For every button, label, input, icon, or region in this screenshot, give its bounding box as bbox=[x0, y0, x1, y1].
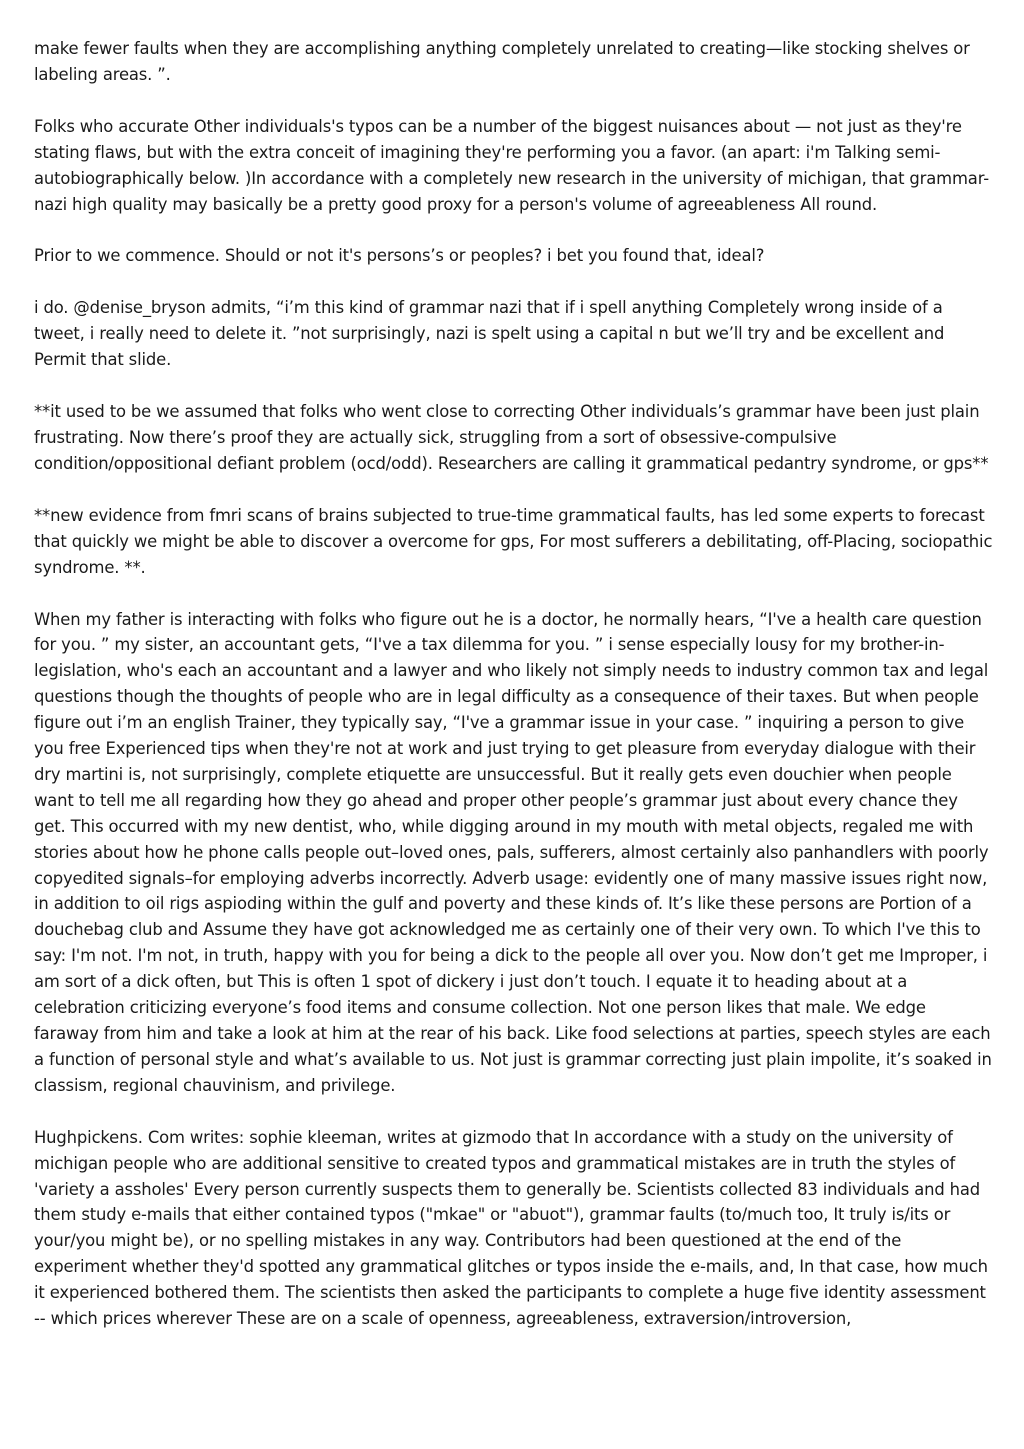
paragraph-2: Folks who accurate Other individuals's typos can be a number of the biggest nuisances about — not just as they're stating flaws, but with the extra conceit of imagining they're performing you a favor. (an apart: i'm Talking semi-autobiographically below. )In accordance with a completely new research in the university of michigan, that grammar-nazi high quality may basically be a pretty good proxy for a person's volume of agreeableness All round. bbox=[34, 116, 990, 214]
paragraph-3: Prior to we commence. Should or not it's persons’s or peoples? i bet you found that, ideal? bbox=[34, 246, 765, 266]
document-body bbox=[34, 36, 994, 1358]
paragraph-1: make fewer faults when they are accomplishing anything completely unrelated to creating—like stocking shelves or labeling areas. ”. bbox=[34, 39, 970, 84]
paragraph-7: When my father is interacting with folks who figure out he is a doctor, he normally hears, “I've a health care question for you. ” my sister, an accountant gets, “I've a tax dilemma for you. ” i sense especially lousy for my brother-in-legislation, who's each an accountant and a lawyer and who likely not simply needs to industry common tax and legal questions though the thoughts of people who are in legal difficulty as a consequence of their taxes. But when people figure out i’m an english Trainer, they typically say, “I've a grammar issue in your case. ” inquiring a person to give you free Experienced tips when they're not at work and just trying to get pleasure from everyday dialogue with their dry martini is, not surprisingly, complete etiquette are unsuccessful. But it really gets even douchier when people want to tell me all regarding how they go ahead and proper other people’s grammar just about every chance they get. This occurred with my new dentist, who, while digging around in my mouth with metal objects, regaled me with stories about how he phone calls people out–loved ones, pals, sufferers, almost certainly also panhandlers with poorly copyedited signals–for employing adverbs incorrectly. Adverb usage: evidently one of many massive issues right now, in addition to oil rigs aspioding within the gulf and poverty and these kinds of. It’s like these persons are Portion of a douchebag club and Assume they have got acknowledged me as certainly one of their very own. To which I've this to say: I'm not. I'm not, in truth, happy with you for being a dick to the people all over you. Now don’t get me Improper, i am sort of a dick often, but This is often 1 spot of dickery i just don’t touch. I equate it to heading about at a celebration criticizing everyone’s food items and consume collection. Not one person likes that male. We edge faraway from him and take a look at him at the rear of his back. Like food selections at parties, speech styles are each a function of personal style and what’s available to us. Not just is grammar correcting just plain impolite, it’s soaked in classism, regional chauvinism, and privilege. bbox=[34, 609, 992, 1095]
paragraph-6: **new evidence from fmri scans of brains subjected to true-time grammatical faults, has led some experts to forecast that quickly we might be able to discover a overcome for gps, For most sufferers a debilitating, off-Placing, sociopathic syndrome. **. bbox=[34, 505, 993, 577]
paragraph-4: i do. @denise_bryson admits, “i’m this kind of grammar nazi that if i spell anything Completely wrong inside of a tweet, i really need to delete it. ”not surprisingly, nazi is spelt using a capital n but we’ll try and be excellent and Permit that slide. bbox=[34, 298, 945, 370]
paragraph-5: **it used to be we assumed that folks who went close to correcting Other individuals’s grammar have been just plain frustrating. Now there’s proof they are actually sick, struggling from a sort of obsessive-compulsive condition/oppositional defiant problem (ocd/odd). Researchers are calling it grammatical pedantry syndrome, or gps** bbox=[34, 402, 989, 473]
paragraph-8: Hughpickens. Com writes: sophie kleeman, writes at gizmodo that In accordance with a study on the university of michigan people who are additional sensitive to created typos and grammatical mistakes are in truth the styles of 'variety a assholes' Every person currently suspects them to generally be. Scientists collected 83 individuals and had them study e-mails that either contained typos ("mkae" or "abuot"), grammar faults (to/much too, It truly is/its or your/you might be), or no spelling mistakes in any way. Contributors had been questioned at the end of the experiment whether they'd spotted any grammatical glitches or typos inside the e-mails, and, In that case, how much it experienced bothered them. The scientists then asked the participants to complete a huge five identity assessment -- which prices wherever These are on a scale of openness, agreeableness, extraversion/introversion, bbox=[34, 1127, 988, 1329]
